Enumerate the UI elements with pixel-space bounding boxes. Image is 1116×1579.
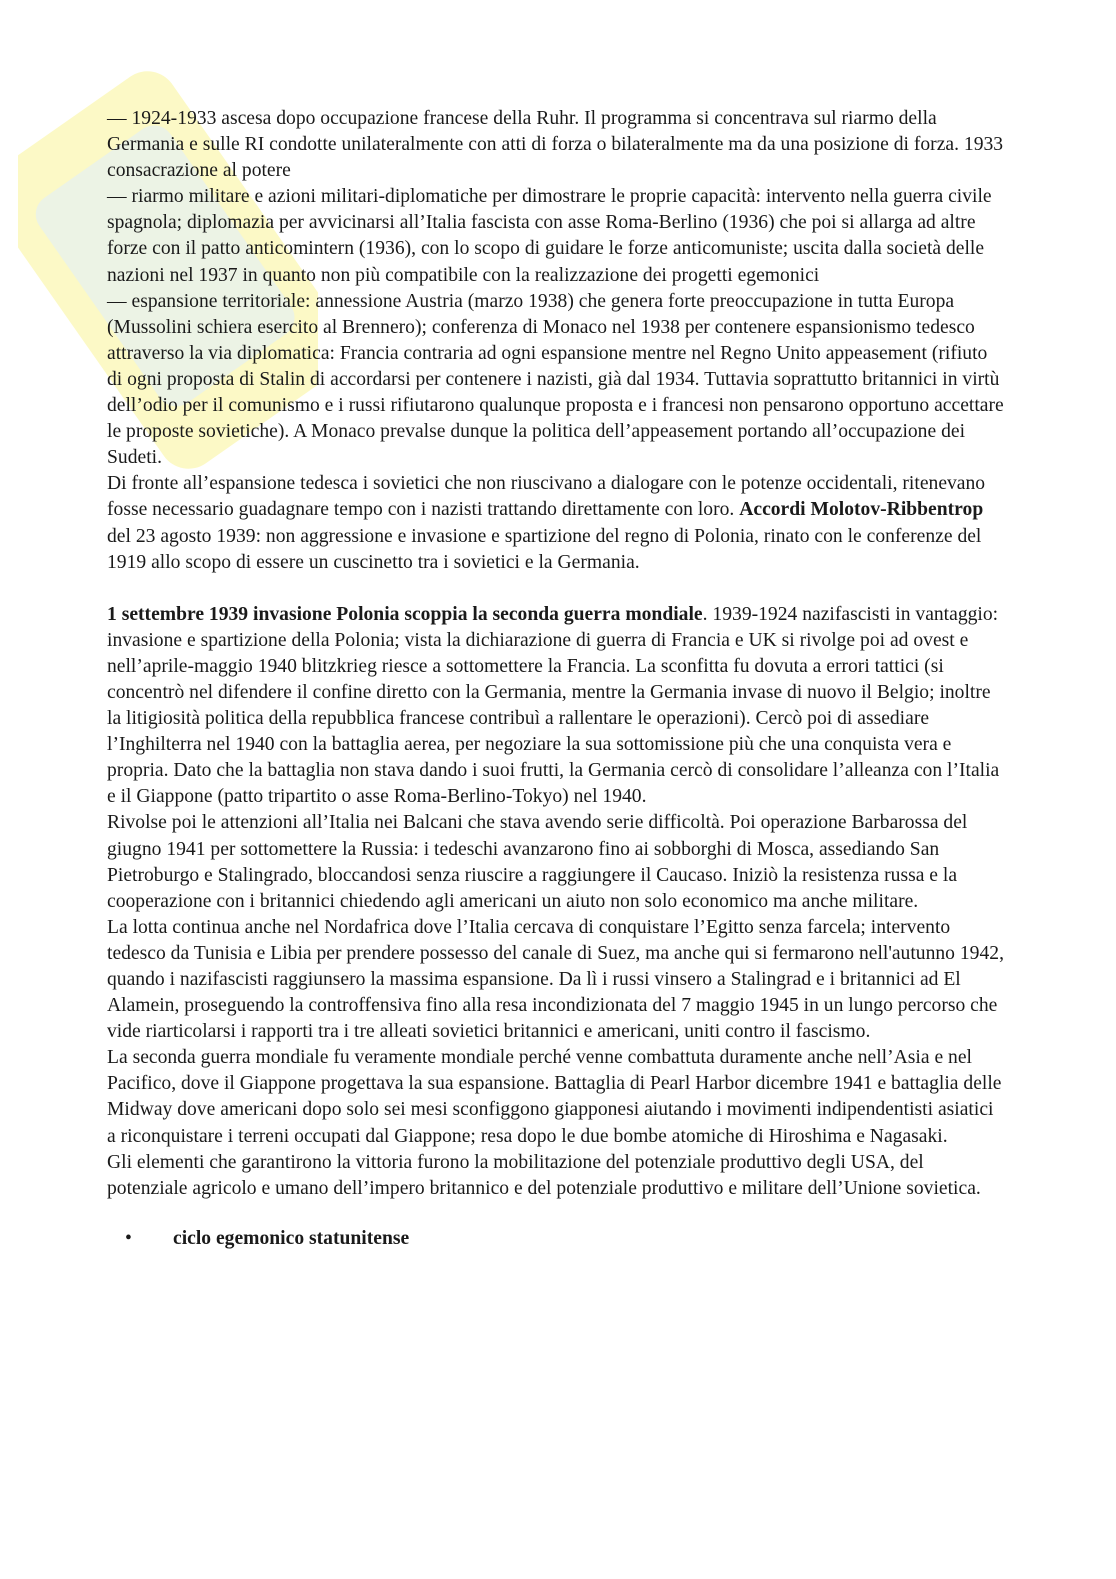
molotov-text-before: Di fronte all’espansione tedesca i sovietici che non riuscivano a dialogare con le potenze occidentali, ritenevano fosse necessario guadagnare tempo con i nazisti trattando direttamente con loro. [107, 473, 986, 521]
ww2-text-after: . 1939-1924 nazifascisti in vantaggio: invasione e spartizione della Polonia; vista la dichiarazione di guerra di Francia e UK si rivolge poi ad ovest e nell’aprile-maggio 1940 blitzkrieg riesce a sottomettere la Francia. La sconfitta fu dovuta a errori tattici (si concentrò nel difendere il confine diretto con la Germania, mentre la Germania invase di nuovo il Belgio; inoltre la litigiosità politica della repubblica francese contribuì a rallentare le operazioni). Cercò poi di assediare l’Inghilterra nel 1940 con la battaglia aerea, per negoziare la sua sottomissione più che una conquista vera e propria. Dato che la battaglia non stava dando i suoi frutti, la Germania cercò di consolidare l’alleanza con l’Italia e il Giappone (patto tripartito o asse Roma-Berlino-Tokyo) nel 1940. [107, 603, 1000, 808]
paragraph-rise-1924-1933: — 1924-1933 ascesa dopo occupazione francese della Ruhr. Il programma si concentrava sul riarmo della Germania e sulle RI condotte unilateralmente con atti di forza o bilateralmente ma da una posizione di forza. 1933 consacrazione al potere [107, 108, 1004, 182]
molotov-bold-heading: Accordi Molotov-Ribbentrop [739, 499, 984, 521]
paragraph-gap [107, 576, 1007, 602]
document-page [107, 106, 1007, 1252]
molotov-text-after: del 23 agosto 1939: non aggressione e invasione e spartizione del regno di Polonia, rinato con le conferenze del 1919 allo scopo di essere un cuscinetto tra i sovietici e la Germania. [107, 525, 982, 573]
paragraph-north-africa: La lotta continua anche nel Nordafrica dove l’Italia cercava di conquistare l’Egitto senza farcela; intervento tedesco da Tunisia e Libia per prendere possesso del canale di Suez, ma anche qui si fermarono nell'autunno 1942, quando i nazifascisti raggiunsero la massima espansione. Da lì i russi vinsero a Stalingrad e i britannici ad El Alamein, proseguendo la controffensiva fino alla resa incondizionata del 7 maggio 1945 in un lungo percorso che vide riarticolarsi i rapporti tra i tre alleati sovietici britannici e americani, uniti contro il fascismo. [107, 916, 1004, 1043]
paragraph-ww2-outbreak [107, 602, 1007, 811]
bullet-item [107, 1226, 1007, 1252]
bullet-heading: ciclo egemonico statunitense [173, 1227, 410, 1249]
paragraph-molotov-ribbentrop [107, 471, 1007, 575]
ww2-bold-heading: 1 settembre 1939 invasione Polonia scoppia la seconda guerra mondiale [107, 603, 703, 625]
paragraph-rearmament: — riarmo militare e azioni militari-diplomatiche per dimostrare le proprie capacità: intervento nella guerra civile spagnola; diplomazia per avvicinarsi all’Italia fascista con asse Roma-Berlino (1936) che poi si allarga ad altre forze con il patto anticomintern (1936), con lo scopo di guidare le forze anticomuniste; uscita dalla società delle nazioni nel 1937 in quanto non più compatibile con la realizzazione dei progetti egemonici [107, 186, 992, 286]
paragraph-pacific: La seconda guerra mondiale fu veramente mondiale perché venne combattuta duramente anche nell’Asia e nel Pacifico, dove il Giappone progettava la sua espansione. Battaglia di Pearl Harbor dicembre 1941 e battaglia delle Midway dove americani dopo solo sei mesi sconfiggono giapponesi aiutando i movimenti indipendentisti asiatici a riconquistare i terreni occupati dal Giappone; resa dopo le due bombe atomiche di Hiroshima e Nagasaki. [107, 1047, 1002, 1147]
paragraph-victory-elements: Gli elementi che garantirono la vittoria furono la mobilitazione del potenziale produttivo degli USA, del potenziale agricolo e umano dell’impero britannico e del potenziale produttivo e militare dell’Unione sovietica. [107, 1151, 981, 1199]
bullet-dot-icon: • [125, 1227, 132, 1249]
paragraph-territorial-expansion: — espansione territoriale: annessione Austria (marzo 1938) che genera forte preoccupazione in tutta Europa (Mussolini schiera esercito al Brennero); conferenza di Monaco nel 1938 per contenere espansionismo tedesco attraverso la via diplomatica: Francia contraria ad ogni espansione mentre nel Regno Unito appeasement (rifiuto di ogni proposta di Stalin di accordarsi per contenere i nazisti, già dal 1934. Tuttavia soprattutto britannici in virtù dell’odio per il comunismo e i russi rifiutarono qualunque proposta e i francesi non pensarono opportuno accettare le proposte sovietiche). A Monaco prevalse dunque la politica dell’appeasement portando all’occupazione dei Sudeti. [107, 290, 1004, 469]
paragraph-barbarossa: Rivolse poi le attenzioni all’Italia nei Balcani che stava avendo serie difficoltà. Poi operazione Barbarossa del giugno 1941 per sottomettere la Russia: i tedeschi avanzarono fino ai sobborghi di Mosca, assediando San Pietroburgo e Stalingrado, bloccandosi senza riuscire a raggiungere il Caucaso. Iniziò la resistenza russa e la cooperazione con i britannici chiedendo agli americani un aiuto non solo economico ma anche militare. [107, 812, 968, 912]
